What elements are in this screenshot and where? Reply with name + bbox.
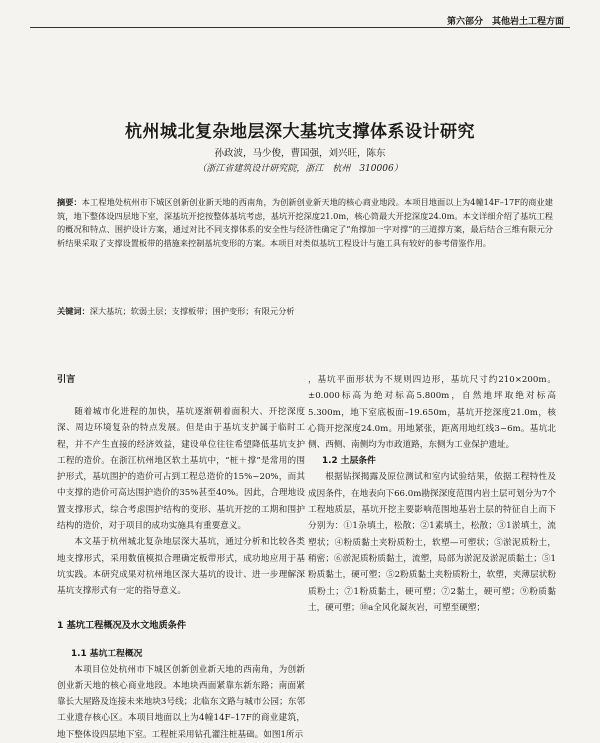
section-1-heading: 1 基坑工程概况及水文地质条件 bbox=[57, 619, 187, 631]
abstract-text: 本工程地处杭州市下城区创新创业新天地的西南角，为创新创业新天地的核心商业地段。本项目地面以上为4幢14F–17F的商业建筑，地下整体设四层地下室，深基坑开挖按整体基坑考虑，基坑开挖深度21.0m，核心筒最大开挖深度24.0m。本文详细介绍了基坑工程的概况和特点、围护设计方案，通过对比不同支撑体系的安全性与经济性确定了“角撑加一字对撑”的三道撑方案，最后结合三维有限元分析结果采取了支撑设置板带的措施来控制基坑变形的方案。本项目对类似基坑工程设计与施工具有较好的参考借鉴作用。 bbox=[57, 197, 553, 249]
paper-title: 杭州城北复杂地层深大基坑支撑体系设计研究 bbox=[125, 122, 475, 142]
right-column bbox=[308, 372, 556, 743]
abstract-label: 摘要： bbox=[57, 197, 82, 207]
intro-heading: 引言 bbox=[57, 374, 76, 385]
keywords bbox=[57, 306, 553, 317]
abstract bbox=[57, 196, 553, 251]
running-head: 第六部分 其他岩土工程方面 bbox=[446, 17, 564, 27]
header-rule bbox=[30, 27, 570, 28]
authors: 孙政波，马少俊，曹国强，刘兴旺，陈东 bbox=[214, 148, 386, 159]
intro-paragraph-1: 随着城市化进程的加快，基坑逐渐朝着面积大、开挖深度深、周边环境复杂的特点发展。但是由于基坑支护属于临时工程，并不产生直接的经济效益，建设单位往往希望降低基坑支护工程的造价。在浙江杭州地区软土基坑中，“桩＋撑”是常用的围护形式，基坑围护的造价可占到工程总造价的15%~20%，而其中支撑的造价可高达围护造价的35%甚至40%。因此，合理地设置支撑形式，综合考虑围护结构的变形、基坑开挖的工期和围护结构的造价，对于项目的成功实施具有重要意义。 bbox=[57, 407, 305, 532]
section-1-1-paragraph-continued: ，基坑平面形状为不规则四边形，基坑尺寸约210×200m。±0.000标高为绝对标高5.800m，自然地坪取绝对标高5.300m，地下室底板面–19.650m，基坑开挖深度21.0m，核心筒开挖深度24.0m。用地紧张，距离用地红线3~6m。基坑北侧、西侧、南侧均为市政道路，东侧为工业保护遗址。 bbox=[308, 375, 556, 451]
keywords-label: 关键词： bbox=[57, 306, 90, 316]
intro-paragraph-2: 本文基于杭州城北复杂地层深大基坑，通过分析和比较各类地支撑形式，采用数值模拟合理确定板带形式，成功地应用于基坑实践。本研究成果对杭州地区深大基坑的设计、进一步理解深基坑支撑形式有一定的指导意义。 bbox=[57, 537, 305, 597]
section-1-1-paragraph: 本项目位处杭州市下城区创新创业新天地的西南角，为创新创业新天地的核心商业地段。本地块西面紧靠东新东路；南面紧靠长大屋路及连接未来地块3号线；北临东文路与城市公园；东邻工业遗存核心区。本项目地面以上为4幢14F–17F的商业建筑，地下整体设四层地下室。工程桩采用钻孔灌注桩基础。如图1所示 bbox=[57, 664, 305, 740]
section-1-1-heading: 1.1 基坑工程概况 bbox=[71, 648, 143, 659]
keywords-text: 深大基坑；软弱土层；支撑板带；围护变形；有限元分析 bbox=[89, 306, 295, 316]
section-1-2-paragraph: 根据钻探揭露及原位测试和室内试验结果，依据工程特性及成因条件，在地表向下66.0m勘探深度范围内岩土层可划分为7个工程地质层，基坑开挖主要影响范围地基岩土层的特征自上而下分别为：①1杂填土，松散；②1素填土，松散；③1淤填土，流塑状；④粉质黏土夹粉质粉土，软塑—可塑状；⑤淤泥质粉土，稍密；⑥淤泥质粉质黏土，流塑，局部为淤泥及淤泥质黏土；⑤1粉质黏土，硬可塑；⑤2粉质黏土夹粉质粉土，软塑，夹薄层状粉质粉土；⑦1粉质黏土，硬可塑；⑦2黏土，硬可塑；⑨粉质黏土，硬可塑；⑩a全风化凝灰岩，可塑至硬塑； bbox=[308, 472, 556, 613]
section-1-2-heading: 1.2 土层条件 bbox=[322, 456, 376, 467]
affiliation: （浙江省建筑设计研究院，浙江 杭州 310006） bbox=[197, 164, 403, 174]
left-column bbox=[57, 372, 305, 743]
